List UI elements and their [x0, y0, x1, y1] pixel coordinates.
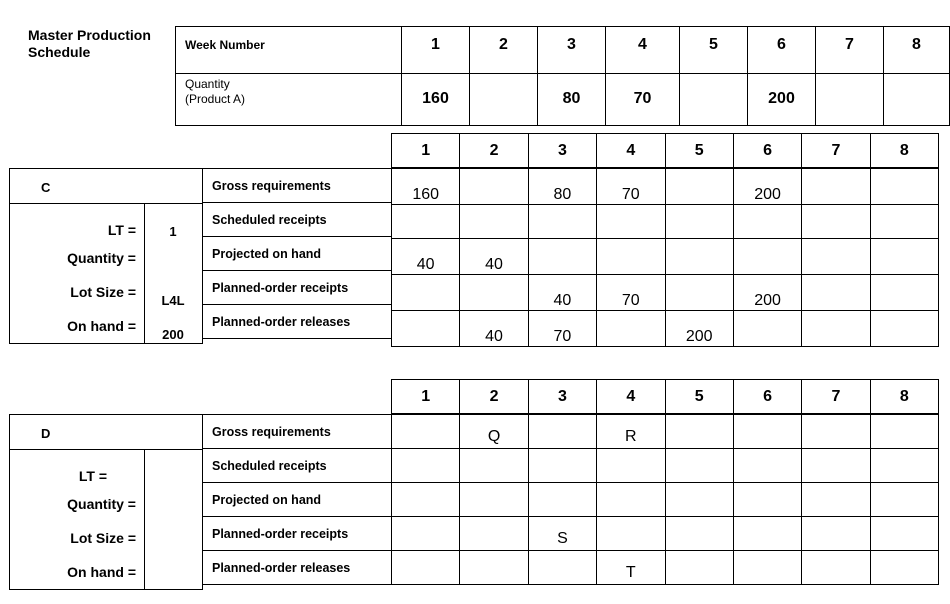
- grid-cell[interactable]: [460, 169, 528, 205]
- item-c-lt-value[interactable]: 1: [169, 224, 177, 239]
- grid-cell[interactable]: [597, 311, 665, 347]
- grid-cell[interactable]: [870, 311, 938, 347]
- period-cell: 1: [392, 134, 460, 168]
- week-cell: 1: [402, 27, 470, 74]
- mps-title-line1: Master Production: [28, 27, 151, 43]
- grid-row: [392, 311, 939, 347]
- item-c-row-labels: [202, 168, 392, 339]
- grid-cell[interactable]: [665, 239, 733, 275]
- mps-title-line2: Schedule: [28, 44, 91, 60]
- grid-row: [392, 551, 939, 585]
- quantity-cell[interactable]: [816, 74, 884, 126]
- grid-cell[interactable]: 40: [392, 239, 460, 275]
- grid-cell[interactable]: [392, 415, 460, 449]
- item-c-period-header: [391, 133, 939, 168]
- lot-size-label: Lot Size =: [70, 284, 136, 300]
- grid-cell[interactable]: [392, 517, 460, 551]
- row-label-scheduled-receipts: Scheduled receipts: [203, 449, 392, 483]
- row-label-scheduled-receipts: Scheduled receipts: [203, 203, 392, 237]
- grid-cell[interactable]: 80: [528, 169, 596, 205]
- grid-cell[interactable]: [870, 415, 938, 449]
- lot-size-label: Lot Size =: [70, 530, 136, 546]
- grid-cell[interactable]: [733, 449, 801, 483]
- period-cell: 6: [733, 134, 801, 168]
- week-number-label: Week Number: [176, 27, 402, 74]
- quantity-cell[interactable]: 160: [402, 74, 470, 126]
- grid-cell[interactable]: [870, 239, 938, 275]
- mps-title: [28, 27, 151, 61]
- grid-cell[interactable]: 70: [597, 275, 665, 311]
- period-cell: 4: [597, 134, 665, 168]
- grid-cell[interactable]: R: [597, 415, 665, 449]
- item-d-name: D: [41, 426, 51, 441]
- on-hand-label: On hand =: [67, 564, 136, 580]
- grid-cell[interactable]: [392, 311, 460, 347]
- grid-cell[interactable]: [802, 205, 870, 239]
- item-d-row-labels: [202, 414, 392, 585]
- grid-row: [392, 415, 939, 449]
- grid-cell[interactable]: [392, 275, 460, 311]
- grid-cell[interactable]: [597, 483, 665, 517]
- quantity-cell[interactable]: 200: [748, 74, 816, 126]
- grid-cell[interactable]: [597, 517, 665, 551]
- quantity-param-label: Quantity =: [67, 250, 136, 266]
- on-hand-label: On hand =: [67, 318, 136, 334]
- grid-cell[interactable]: [528, 551, 596, 585]
- row-label-projected-on-hand: Projected on hand: [203, 237, 392, 271]
- grid-cell[interactable]: T: [597, 551, 665, 585]
- period-cell: 5: [665, 380, 733, 414]
- grid-cell[interactable]: Q: [460, 415, 528, 449]
- row-label-projected-on-hand: Projected on hand: [203, 483, 392, 517]
- grid-cell[interactable]: [528, 205, 596, 239]
- grid-cell[interactable]: [460, 275, 528, 311]
- grid-cell[interactable]: [460, 205, 528, 239]
- week-cell: 3: [538, 27, 606, 74]
- grid-cell[interactable]: 70: [597, 169, 665, 205]
- item-d-divider: [9, 449, 203, 450]
- grid-cell[interactable]: [392, 449, 460, 483]
- quantity-cell[interactable]: 70: [606, 74, 680, 126]
- week-cell: 7: [816, 27, 884, 74]
- grid-cell[interactable]: [733, 483, 801, 517]
- period-cell: 8: [870, 380, 938, 414]
- lt-label: LT =: [107, 222, 136, 238]
- grid-cell[interactable]: [460, 483, 528, 517]
- grid-cell[interactable]: S: [528, 517, 596, 551]
- grid-row: [392, 275, 939, 311]
- item-c-divider: [9, 203, 203, 204]
- grid-cell[interactable]: [392, 551, 460, 585]
- period-cell: 7: [802, 380, 870, 414]
- grid-cell[interactable]: [460, 551, 528, 585]
- item-d-period-header: [391, 379, 939, 414]
- period-cell: 8: [870, 134, 938, 168]
- grid-row: [392, 517, 939, 551]
- grid-cell[interactable]: [802, 449, 870, 483]
- grid-cell[interactable]: [665, 169, 733, 205]
- grid-cell[interactable]: [802, 311, 870, 347]
- quantity-label-line2: (Product A): [185, 92, 246, 106]
- grid-cell[interactable]: [733, 517, 801, 551]
- item-d-grid: [391, 414, 939, 585]
- grid-cell[interactable]: [665, 449, 733, 483]
- period-cell: 4: [597, 380, 665, 414]
- row-label-planned-order-releases: Planned-order releases: [203, 305, 392, 339]
- item-d-value-divider: [144, 449, 145, 590]
- row-label-planned-order-receipts: Planned-order receipts: [203, 517, 392, 551]
- mps-week-row: [176, 27, 950, 74]
- grid-cell[interactable]: 200: [733, 169, 801, 205]
- grid-cell[interactable]: [528, 239, 596, 275]
- grid-cell[interactable]: [597, 449, 665, 483]
- grid-row: [392, 205, 939, 239]
- period-cell: 7: [802, 134, 870, 168]
- grid-cell[interactable]: [528, 449, 596, 483]
- grid-cell[interactable]: [870, 169, 938, 205]
- grid-cell[interactable]: [733, 239, 801, 275]
- quantity-label: [176, 74, 402, 126]
- quantity-label-line1: Quantity: [185, 77, 230, 91]
- quantity-param-label: Quantity =: [67, 496, 136, 512]
- quantity-cell[interactable]: [884, 74, 950, 126]
- grid-cell[interactable]: [802, 483, 870, 517]
- mps-quantity-row: [176, 74, 950, 126]
- grid-cell[interactable]: [870, 275, 938, 311]
- grid-cell[interactable]: 160: [392, 169, 460, 205]
- grid-cell[interactable]: [870, 551, 938, 585]
- item-c-on-hand-value[interactable]: 200: [162, 327, 184, 342]
- item-c-name: C: [41, 180, 51, 195]
- week-cell: 4: [606, 27, 680, 74]
- period-cell: 1: [392, 380, 460, 414]
- lt-label: LT =: [78, 468, 107, 484]
- grid-cell[interactable]: [870, 449, 938, 483]
- grid-cell[interactable]: 70: [528, 311, 596, 347]
- period-cell: 2: [460, 380, 528, 414]
- grid-cell[interactable]: [733, 415, 801, 449]
- item-c-lot-size-value[interactable]: L4L: [161, 293, 185, 308]
- grid-cell[interactable]: [528, 415, 596, 449]
- row-label-planned-order-receipts: Planned-order receipts: [203, 271, 392, 305]
- item-c-grid: [391, 168, 939, 347]
- row-label-planned-order-releases: Planned-order releases: [203, 551, 392, 585]
- grid-cell[interactable]: [802, 415, 870, 449]
- grid-row: [392, 483, 939, 517]
- grid-cell[interactable]: [802, 275, 870, 311]
- grid-cell[interactable]: [665, 275, 733, 311]
- grid-cell[interactable]: [597, 205, 665, 239]
- grid-row: [392, 449, 939, 483]
- week-cell: 8: [884, 27, 950, 74]
- grid-cell[interactable]: 200: [665, 311, 733, 347]
- grid-cell[interactable]: [665, 517, 733, 551]
- row-label-gross-requirements: Gross requirements: [203, 169, 392, 203]
- grid-cell[interactable]: 40: [528, 275, 596, 311]
- grid-cell[interactable]: [460, 449, 528, 483]
- grid-cell[interactable]: [392, 483, 460, 517]
- mps-table: [175, 26, 950, 126]
- grid-cell[interactable]: [665, 205, 733, 239]
- grid-cell[interactable]: 40: [460, 239, 528, 275]
- grid-cell[interactable]: [665, 551, 733, 585]
- grid-cell[interactable]: [802, 517, 870, 551]
- grid-cell[interactable]: [597, 239, 665, 275]
- grid-cell[interactable]: 200: [733, 275, 801, 311]
- period-cell: 3: [528, 380, 596, 414]
- quantity-cell[interactable]: [680, 74, 748, 126]
- week-cell: 5: [680, 27, 748, 74]
- row-label-gross-requirements: Gross requirements: [203, 415, 392, 449]
- grid-cell[interactable]: [733, 551, 801, 585]
- quantity-cell[interactable]: 80: [538, 74, 606, 126]
- period-cell: 5: [665, 134, 733, 168]
- grid-cell[interactable]: [392, 205, 460, 239]
- grid-cell[interactable]: [802, 169, 870, 205]
- grid-cell[interactable]: [802, 239, 870, 275]
- period-cell: 6: [733, 380, 801, 414]
- grid-cell[interactable]: 40: [460, 311, 528, 347]
- grid-cell[interactable]: [665, 415, 733, 449]
- grid-cell[interactable]: [460, 517, 528, 551]
- grid-cell[interactable]: [733, 311, 801, 347]
- period-cell: 2: [460, 134, 528, 168]
- grid-cell[interactable]: [665, 483, 733, 517]
- grid-cell[interactable]: [802, 551, 870, 585]
- grid-cell[interactable]: [733, 205, 801, 239]
- grid-row: [392, 239, 939, 275]
- quantity-cell[interactable]: [470, 74, 538, 126]
- grid-cell[interactable]: [528, 483, 596, 517]
- week-cell: 6: [748, 27, 816, 74]
- week-cell: 2: [470, 27, 538, 74]
- period-cell: 3: [528, 134, 596, 168]
- grid-cell[interactable]: [870, 483, 938, 517]
- grid-row: [392, 169, 939, 205]
- grid-cell[interactable]: [870, 517, 938, 551]
- grid-cell[interactable]: [870, 205, 938, 239]
